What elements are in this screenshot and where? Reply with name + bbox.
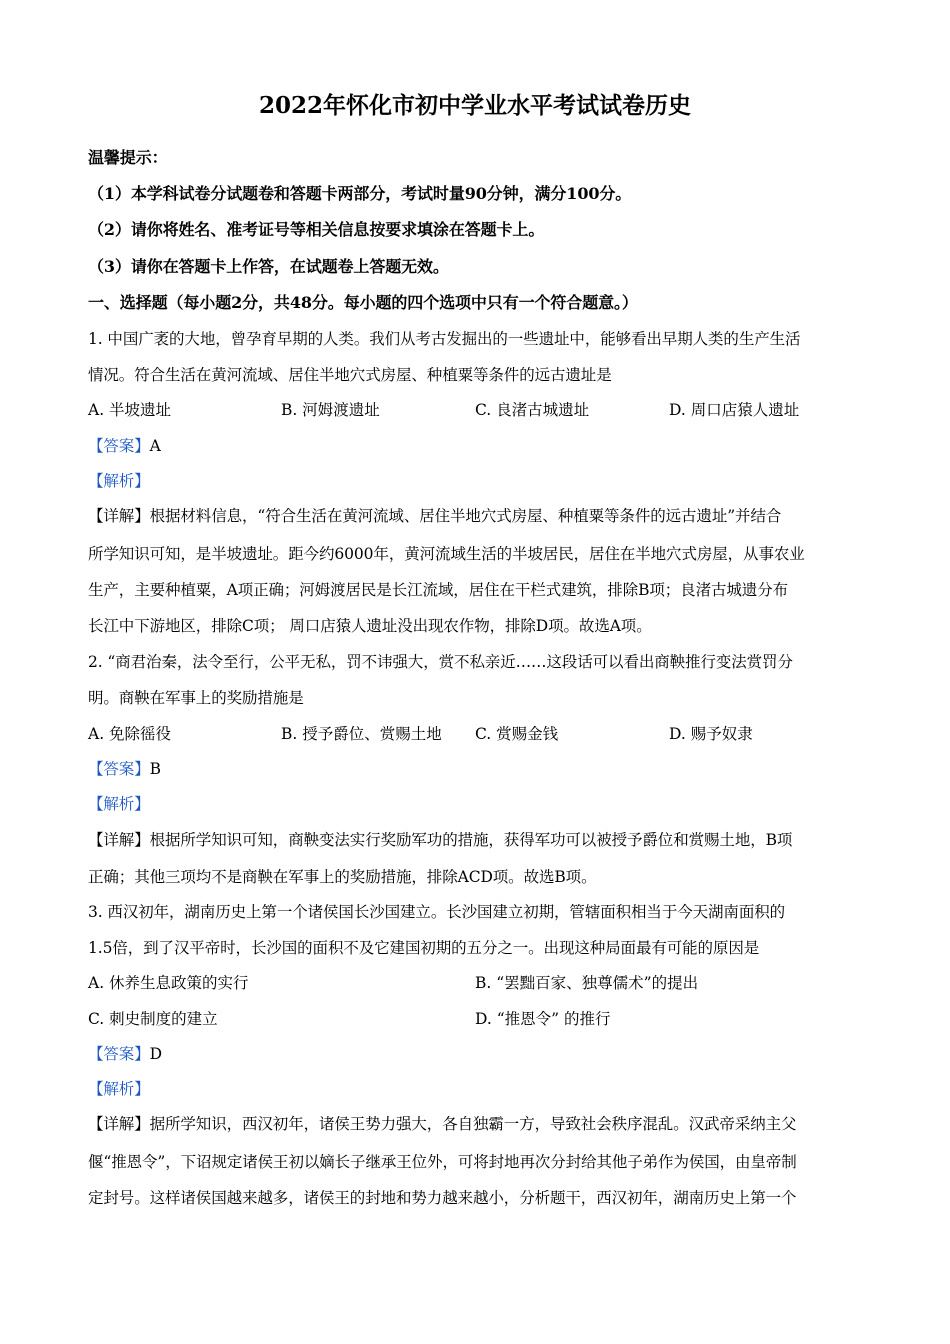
detail-text: 根据材料信息，“符合生活在黄河流域、居住半地穴式房屋、种植粟等条件的远古遗址”并结合 — [149, 507, 782, 525]
question-1-stem-line-1: 1. 中国广袤的大地，曾孕育早期的人类。我们从考古发掘出的一些遗址中，能够看出早期人类的生产生活 — [88, 330, 801, 348]
question-1-option-b: B. 河姆渡遗址 — [281, 401, 380, 419]
analysis-label: 【解析】 — [88, 472, 150, 490]
question-2-option-c: C. 赏赐金钱 — [475, 725, 559, 743]
notice-item-1: （1）本学科试卷分试题卷和答题卡两部分，考试时量90分钟，满分100分。 — [88, 184, 632, 203]
detail-label: 【详解】 — [88, 507, 150, 525]
question-1-option-a: A. 半坡遗址 — [88, 401, 172, 419]
question-2-detail-line-2: 正确；其他三项均不是商鞅在军事上的奖励措施，排除ACD项。故选B项。 — [88, 868, 597, 886]
question-3-stem-line-2: 1.5倍，到了汉平帝时，长沙国的面积不及它建国初期的五分之一。出现这种局面最有可能的原因是 — [88, 939, 760, 957]
question-2-option-a: A. 免除徭役 — [88, 725, 172, 743]
question-1-answer — [88, 434, 878, 458]
question-2-option-b: B. 授予爵位、赏赐土地 — [281, 725, 442, 743]
question-2-option-d: D. 赐予奴隶 — [669, 725, 753, 743]
question-1-option-d: D. 周口店猿人遗址 — [669, 401, 800, 419]
question-2-answer — [88, 757, 878, 781]
question-1-stem-line-2: 情况。符合生活在黄河流域、居住半地穴式房屋、种植粟等条件的远古遗址是 — [88, 366, 612, 384]
detail-label: 【详解】 — [88, 831, 150, 849]
question-1-detail-line-4: 长江中下游地区，排除C项； 周口店猿人遗址没出现农作物，排除D项。故选A项。 — [88, 617, 652, 635]
answer-value: B — [149, 760, 161, 778]
question-2-stem-line-1: 2. “商君治秦，法令至行，公平无私，罚不讳强大，赏不私亲近……这段话可以看出商鞅推行变法赏罚分 — [88, 653, 793, 671]
notice-heading: 温馨提示： — [88, 148, 168, 167]
question-3-answer — [88, 1042, 878, 1066]
detail-text: 据所学知识，西汉初年，诸侯王势力强大，各自独霸一方，导致社会秩序混乱。汉武帝采纳主父 — [149, 1115, 797, 1133]
question-1-analysis — [88, 469, 878, 493]
question-3-stem-line-1: 3. 西汉初年，湖南历史上第一个诸侯国长沙国建立。长沙国建立初期，管辖面积相当于今天湖南面积的 — [88, 903, 786, 921]
question-3-option-a: A. 休养生息政策的实行 — [88, 974, 249, 992]
answer-label: 【答案】 — [88, 760, 150, 778]
question-3-option-b: B. “罢黜百家、独尊儒术”的提出 — [475, 974, 699, 992]
page-title: 2022年怀化市初中学业水平考试试卷历史 — [258, 92, 691, 119]
answer-label: 【答案】 — [88, 1045, 150, 1063]
question-3-option-d: D. “推恩令” 的推行 — [475, 1010, 611, 1028]
detail-text: 根据所学知识可知，商鞅变法实行奖励军功的措施，获得军功可以被授予爵位和赏赐土地，B项 — [149, 831, 793, 849]
question-3-detail-line-3: 定封号。这样诸侯国越来越多，诸侯王的封地和势力越来越小，分析题干，西汉初年，湖南历史上第一个 — [88, 1189, 797, 1207]
answer-value: A — [149, 437, 161, 455]
question-1-detail-line-3: 生产，主要种植粟，A项正确；河姆渡居民是长江流域，居住在干栏式建筑，排除B项；良渚古城遗分布 — [88, 581, 788, 599]
answer-label: 【答案】 — [88, 437, 150, 455]
question-1-detail-line-2: 所学知识可知，是半坡遗址。距今约6000年，黄河流域生活的半坡居民，居住在半地穴式房屋，从事农业 — [88, 545, 805, 563]
section-heading: 一、选择题（每小题2分，共48分。每小题的四个选项中只有一个符合题意。） — [88, 293, 638, 312]
notice-item-3: （3）请你在答题卡上作答，在试题卷上答题无效。 — [88, 257, 449, 276]
question-2-analysis — [88, 792, 878, 816]
question-2-stem-line-2: 明。商鞅在军事上的奖励措施是 — [88, 689, 304, 707]
analysis-label: 【解析】 — [88, 795, 150, 813]
detail-label: 【详解】 — [88, 1115, 150, 1133]
analysis-label: 【解析】 — [88, 1080, 150, 1098]
question-3-option-c: C. 刺史制度的建立 — [88, 1010, 218, 1028]
notice-item-2: （2）请你将姓名、准考证号等相关信息按要求填涂在答题卡上。 — [88, 220, 545, 239]
question-3-analysis — [88, 1077, 878, 1101]
question-1-detail-line-1 — [88, 504, 878, 528]
question-3-detail-line-2: 偃“推恩令”，下诏规定诸侯王初以嫡长子继承王位外，可将封地再次分封给其他子弟作为侯国，由皇帝制 — [88, 1153, 797, 1171]
question-3-detail-line-1 — [88, 1112, 878, 1136]
answer-value: D — [149, 1045, 162, 1063]
question-2-detail-line-1 — [88, 828, 878, 852]
question-1-option-c: C. 良渚古城遗址 — [475, 401, 590, 419]
